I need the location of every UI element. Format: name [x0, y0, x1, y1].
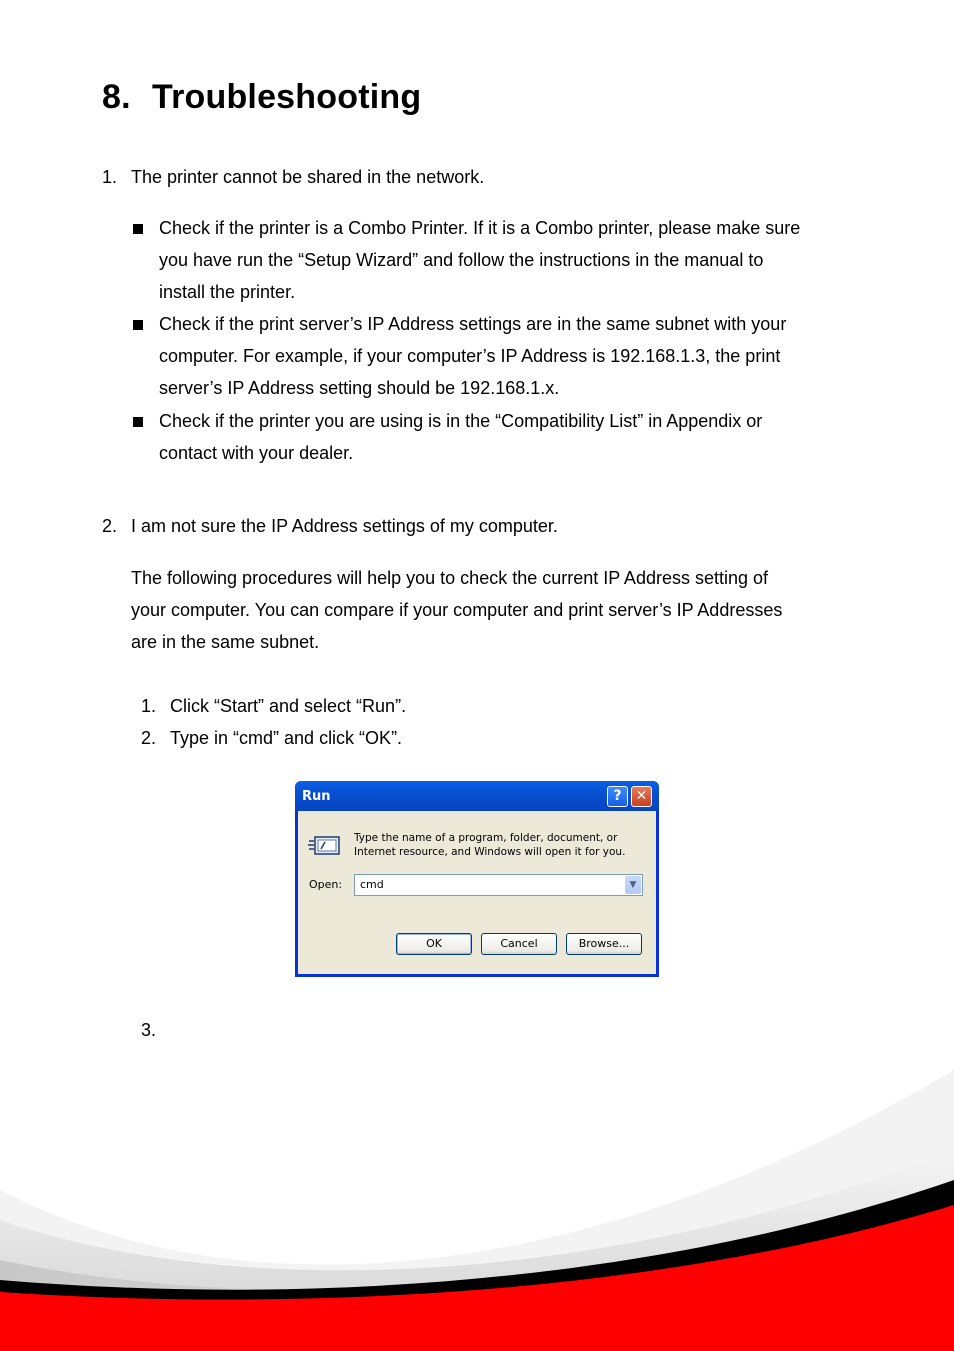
section-number: 8. — [102, 78, 131, 116]
run-icon — [308, 833, 342, 859]
bullet1-line2: you have run the “Setup Wizard” and follow the instructions in the manual to — [159, 250, 764, 270]
bullet-icon — [133, 224, 143, 234]
item1-text: The printer cannot be shared in the network. — [131, 167, 485, 187]
open-input-value[interactable]: cmd — [360, 878, 384, 891]
bullet2-line1: Check if the print server’s IP Address settings are in the same subnet with your — [159, 314, 787, 334]
step1-text: Click “Start” and select “Run”. — [170, 696, 407, 716]
bullet2-line3: server’s IP Address setting should be 192.168.1.x. — [159, 378, 560, 398]
intro-line3: are in the same subnet. — [131, 632, 320, 652]
step2-number: 2. — [141, 728, 157, 748]
run-dialog-body — [298, 811, 656, 974]
bullet-icon — [133, 320, 143, 330]
step3-number: 3. — [141, 1020, 157, 1040]
description-line1: Type the name of a program, folder, document, or — [354, 832, 618, 844]
browse-button[interactable]: Browse... — [566, 933, 642, 955]
bullet3-line2: contact with your dealer. — [159, 443, 354, 463]
page-title — [102, 78, 421, 117]
run-description — [354, 831, 644, 859]
open-label: Open: — [309, 878, 343, 891]
description-line2: Internet resource, and Windows will open it for you. — [354, 846, 626, 858]
chevron-down-icon[interactable]: ▼ — [625, 876, 641, 894]
intro-line1: The following procedures will help you to check the current IP Address setting of — [131, 568, 769, 588]
ok-button[interactable]: OK — [396, 933, 472, 955]
item1-number: 1. — [102, 167, 118, 187]
help-button[interactable]: ? — [607, 786, 628, 807]
cancel-button[interactable]: Cancel — [481, 933, 557, 955]
open-combobox[interactable] — [354, 874, 643, 896]
intro-line2: your computer. You can compare if your computer and print server’s IP Addresses — [131, 600, 783, 620]
run-dialog-titlebar — [295, 781, 659, 811]
run-dialog-title: Run — [302, 789, 331, 804]
step2-text: Type in “cmd” and click “OK”. — [170, 728, 403, 748]
bullet-icon — [133, 417, 143, 427]
section-title: Troubleshooting — [152, 78, 422, 116]
bullet1-line3: install the printer. — [159, 282, 296, 302]
step1-number: 1. — [141, 696, 157, 716]
bullet3-line1: Check if the printer you are using is in the “Compatibility List” in Appendix or — [159, 411, 763, 431]
item2-number: 2. — [102, 516, 118, 536]
footer-wave-decoration — [0, 1060, 954, 1351]
bullet1-line1: Check if the printer is a Combo Printer. If it is a Combo printer, please make sure — [159, 218, 801, 238]
bullet2-line2: computer. For example, if your computer’s IP Address is 192.168.1.3, the print — [159, 346, 781, 366]
run-dialog — [295, 781, 659, 977]
item2-text: I am not sure the IP Address settings of my computer. — [131, 516, 558, 536]
close-button[interactable]: ✕ — [631, 786, 652, 807]
